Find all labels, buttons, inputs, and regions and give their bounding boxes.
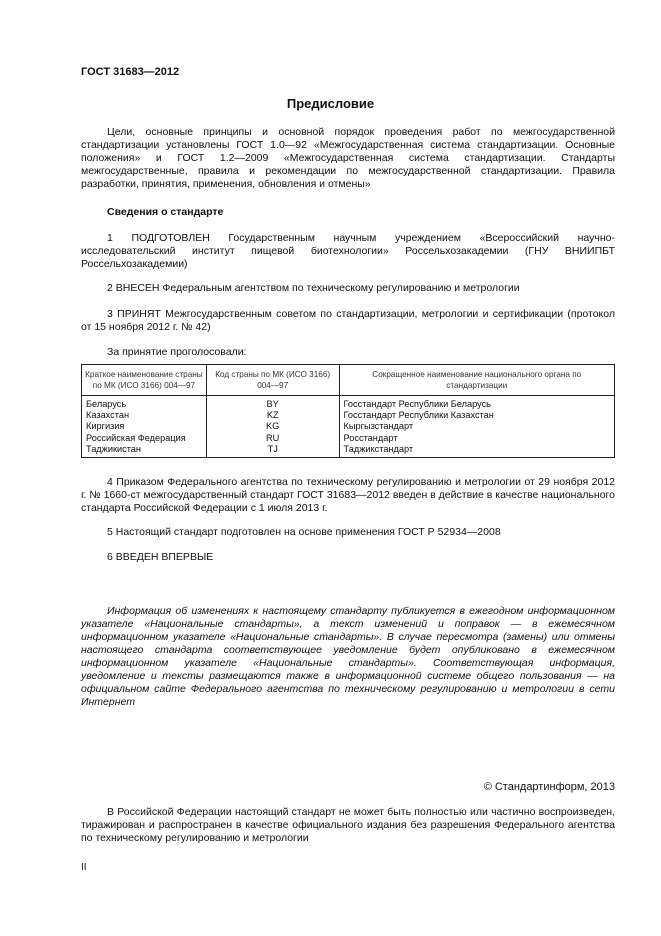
table-row — [82, 444, 615, 458]
cell-country: Казахстан — [82, 410, 207, 421]
header-standards-body: Сокращенное наименование национального органа по стандартизации — [339, 365, 614, 396]
header-country-name: Краткое наименование страны по МК (ИСО 3166) 004—97 — [82, 365, 207, 396]
item-5-basis: 5 Настоящий стандарт подготовлен на основе применения ГОСТ Р 52934—2008 — [107, 526, 501, 538]
cell-body: Кыргызстандарт — [339, 421, 614, 432]
intro-paragraph: Цели, основные принципы и основной порядок проведения работ по межгосударственной стандартизации установлены ГОСТ 1.0—92 «Межгосударственная система стандартизации. Основные положения» и ГОСТ 1.2—2009 «Межгосударственная система стандартизации. Стандарты межгосударственные, правила и рекомендации по межгосударственной стандартизации. Правила разработки, принятия, применения, обновления и отмены» — [81, 126, 615, 190]
cell-code: KG — [206, 421, 339, 432]
item-2-submitted: 2 ВНЕСЕН Федеральным агентством по техническому регулированию и метрологии — [107, 282, 520, 294]
cell-country: Беларусь — [82, 396, 207, 411]
cell-body: Госстандарт Республики Казахстан — [339, 410, 614, 421]
document-code-header: ГОСТ 31683—2012 — [81, 66, 180, 78]
cell-country: Таджикистан — [82, 444, 207, 458]
table-row — [82, 410, 615, 421]
changes-notice: Информация об изменениях к настоящему стандарту публикуется в ежегодном информационном указателе «Национальные стандарты», а текст изменений и поправок — в ежемесячном информационном указателе «Национальные стандарты». В случае пересмотра (замены) или отмены настоящего стандарта соответствующее уведомление будет опубликовано в ежемесячном информационном указателе «Национальные стандарты». Соответствующая информация, уведомление и тексты размещаются также в информационной системе общего пользования — на официальном сайте Федерального агентства по техническому регулированию и метрологии в сети Интернет — [81, 605, 615, 708]
cell-code: RU — [206, 433, 339, 444]
cell-body: Таджикстандарт — [339, 444, 614, 458]
table-row — [82, 433, 615, 444]
header-country-code: Код страны по МК (ИСО 3166) 004—97 — [206, 365, 339, 396]
table-row — [82, 421, 615, 432]
about-standard-heading: Сведения о стандарте — [107, 206, 224, 218]
item-4-order: 4 Приказом Федерального агентства по техническому регулированию и метрологии от 29 ноября 2012 г. № 1660-ст межгосударственный стандарт ГОСТ 31683—2012 введен в действие в качестве национального стандарта Российской Федерации с 1 июля 2013 г. — [81, 476, 615, 514]
reproduction-rights: В Российской Федерации настоящий стандарт не может быть полностью или частично воспроизведен, тиражирован и распространен в качестве официального издания без разрешения Федерального агентства по техническому регулированию и метрологии — [81, 806, 615, 844]
item-3-adopted: 3 ПРИНЯТ Межгосударственным советом по стандартизации, метрологии и сертификации (протокол от 15 ноября 2012 г. № 42) — [81, 308, 615, 333]
item-6-introduced: 6 ВВЕДЕН ВПЕРВЫЕ — [107, 551, 214, 563]
cell-body: Росстандарт — [339, 433, 614, 444]
cell-country: Российская Федерация — [82, 433, 207, 444]
table-row — [82, 396, 615, 411]
copyright-line: © Стандартинформ, 2013 — [483, 781, 615, 793]
item-1-prepared: 1 ПОДГОТОВЛЕН Государственным научным учреждением «Всероссийский научно-исследовательский институт пищевой биотехнологии» Россельхозакадемии (ГНУ ВНИИПБТ Россельхозакадемии) — [81, 232, 615, 270]
cell-code: TJ — [206, 444, 339, 458]
cell-code: BY — [206, 396, 339, 411]
voting-countries-table — [81, 364, 615, 458]
cell-body: Госстандарт Республики Беларусь — [339, 396, 614, 411]
section-title: Предисловие — [286, 96, 375, 111]
page-number: II — [81, 862, 87, 873]
cell-country: Киргизия — [82, 421, 207, 432]
cell-code: KZ — [206, 410, 339, 421]
voted-label: За принятие проголосовали: — [107, 346, 247, 358]
table-header-row — [82, 365, 615, 396]
